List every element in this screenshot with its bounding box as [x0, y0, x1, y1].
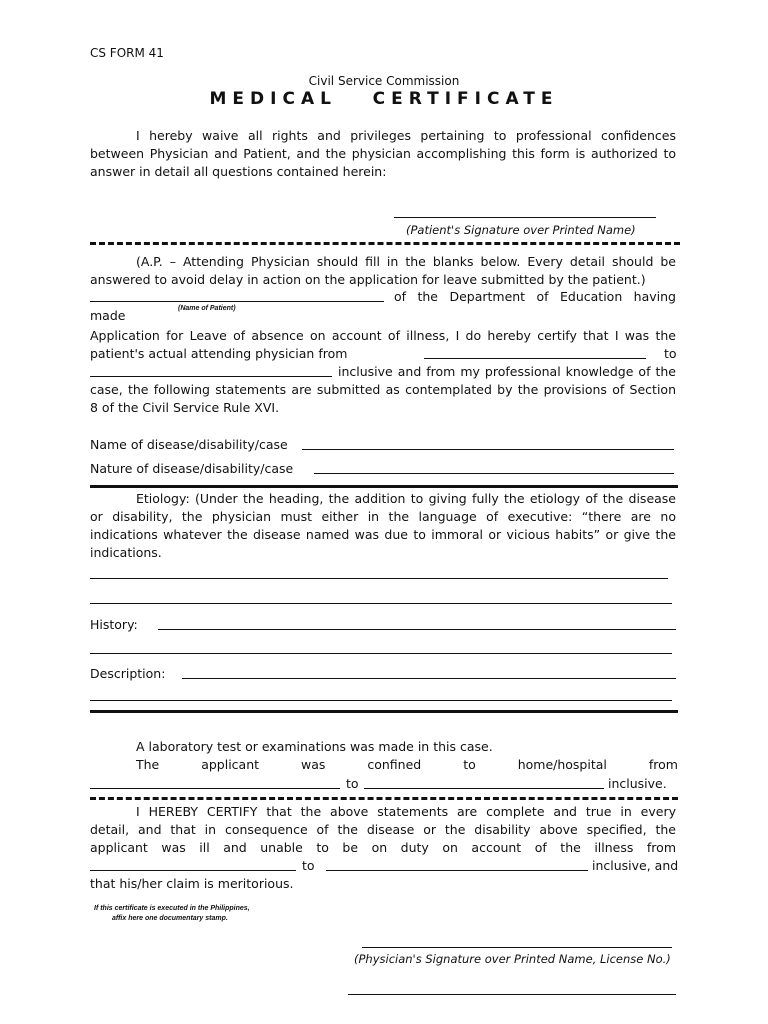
description-field-line-2[interactable] [90, 700, 672, 701]
section-separator-thick [90, 485, 678, 488]
physician-signature-line[interactable] [362, 947, 672, 948]
description-field-line-1[interactable] [182, 678, 676, 679]
confined-to-word: to [346, 776, 359, 791]
physician-signature-label: (Physician's Signature over Printed Name, License No.) [354, 952, 671, 966]
history-field-line-1[interactable] [158, 629, 676, 630]
confined-word: applicant [201, 757, 260, 772]
confined-sentence [136, 756, 678, 775]
description-label: Description: [90, 666, 166, 681]
etiology-answer-line-2[interactable] [90, 603, 672, 604]
nature-of-disease-label: Nature of disease/disability/case [90, 461, 294, 476]
confined-word: was [301, 757, 326, 772]
etiology-line-2: or disability, the physician must either in the language of executive: “there are no [90, 509, 676, 524]
waiver-line-2: between Physician and Patient, and the physician accomplishing this form is authorized to [90, 146, 676, 161]
waiver-line-3: answer in detail all questions contained herein: [90, 164, 387, 179]
attending-to-line[interactable] [90, 376, 332, 377]
certification-line-2b: to [664, 346, 677, 361]
physician-extra-line[interactable] [348, 994, 676, 995]
instructions-line-1: (A.P. – Attending Physician should fill in the blanks below. Every detail should be [136, 254, 676, 269]
agency-name: Civil Service Commission [308, 74, 460, 88]
section-separator-dashed-2 [90, 797, 678, 800]
confined-word: to [463, 757, 476, 772]
confined-inclusive-word: inclusive. [608, 776, 667, 791]
certify-line-5: that his/her claim is meritorious. [90, 876, 294, 891]
patient-name-hint: (Name of Patient) [178, 305, 236, 312]
illness-from-field[interactable] [90, 870, 296, 871]
confined-word: confined [367, 757, 422, 772]
certification-line-1: Application for Leave of absence on account of illness, I do hereby certify that I was the [90, 328, 676, 343]
etiology-line-4: indications. [90, 545, 162, 560]
section-separator-dashed [90, 242, 680, 245]
made-word: made [90, 308, 126, 323]
etiology-line-1: Etiology: (Under the heading, the addition to giving fully the etiology of the disease [136, 491, 676, 506]
history-field-line-2[interactable] [90, 653, 672, 654]
section-separator-thick-2 [90, 710, 678, 713]
confined-word: The [136, 757, 160, 772]
page-title: MEDICAL CERTIFICATE [209, 89, 559, 109]
confined-word: home/hospital [517, 757, 607, 772]
etiology-answer-line-1[interactable] [90, 578, 668, 579]
stamp-note-line-2: affix here one documentary stamp. [112, 915, 228, 922]
illness-inclusive-and: inclusive, and [592, 858, 679, 873]
confined-to-field[interactable] [364, 788, 604, 789]
illness-to-word: to [302, 858, 315, 873]
confined-from-field[interactable] [90, 788, 340, 789]
certify-line-2: detail, and that in consequence of the disease or the disability above specified, the [90, 822, 676, 837]
laboratory-line-1: A laboratory test or examinations was made in this case. [136, 739, 493, 754]
patient-signature-label: (Patient's Signature over Printed Name) [406, 223, 636, 237]
certification-line-2a: patient's actual attending physician from [90, 346, 348, 361]
stamp-note-line-1: If this certificate is executed in the Philippines, [94, 905, 250, 912]
patient-line-suffix: of the Department of Education having [394, 289, 676, 304]
certification-line-4: case, the following statements are submitted as contemplated by the provisions of Section [90, 382, 676, 397]
form-code: CS FORM 41 [90, 46, 164, 60]
certification-line-3: inclusive and from my professional knowledge of the [338, 364, 676, 379]
name-of-disease-label: Name of disease/disability/case [90, 437, 288, 452]
patient-signature-line[interactable] [394, 217, 656, 218]
certification-line-5: 8 of the Civil Service Rule XVI. [90, 400, 280, 415]
certify-line-1: I HEREBY CERTIFY that the above statements are complete and true in every [136, 804, 676, 819]
instructions-line-2: answered to avoid delay in action on the application for leave submitted by the patient.) [90, 272, 646, 287]
illness-to-field[interactable] [326, 870, 588, 871]
name-of-disease-field[interactable] [302, 449, 674, 450]
history-label: History: [90, 617, 138, 632]
certify-line-3: applicant was ill and unable to be on duty on account of the illness from [90, 840, 676, 855]
attending-from-line[interactable] [424, 358, 646, 359]
patient-name-line[interactable] [90, 301, 384, 302]
waiver-line-1: I hereby waive all rights and privileges pertaining to professional confidences [136, 128, 676, 143]
nature-of-disease-field[interactable] [314, 473, 674, 474]
etiology-line-3: indications whatever the disease named was due to immoral or vicious habits” or give the [90, 527, 676, 542]
confined-word: from [648, 757, 678, 772]
